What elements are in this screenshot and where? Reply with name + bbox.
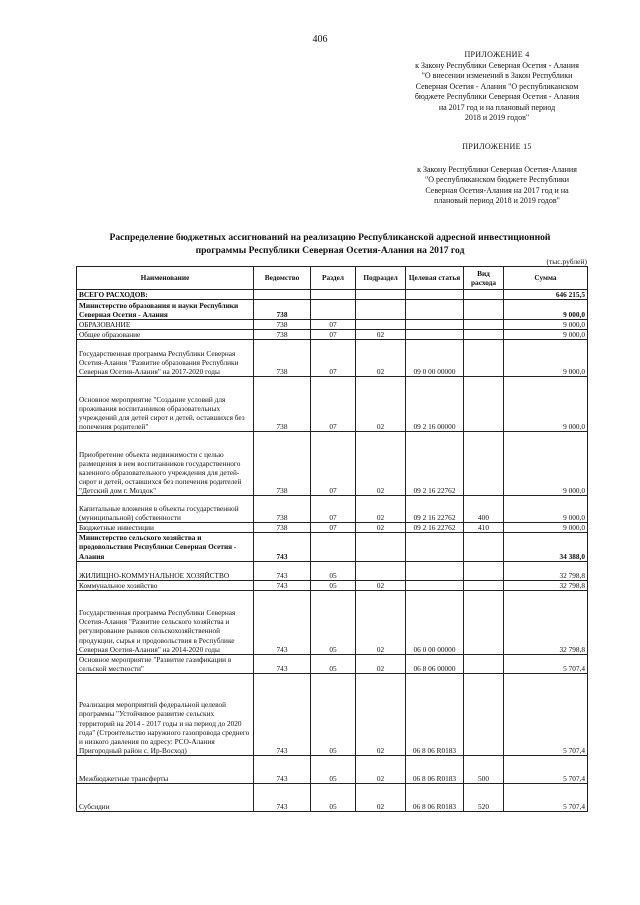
table-row: [77, 654, 588, 673]
row-target-article: [406, 300, 464, 320]
row-expense-type: [464, 377, 504, 432]
row-sum: 9 000,0: [504, 330, 588, 340]
row-subsection: 02: [356, 330, 406, 340]
annex-4-line: к Закону Республики Северная Осетия - Алания: [415, 60, 579, 70]
row-sum: 9 000,0: [504, 340, 588, 377]
row-sum: 9 000,0: [504, 377, 588, 432]
table-row: [77, 533, 588, 561]
annex-15-line: Северная Осетия-Алания на 2017 год и на: [425, 185, 569, 195]
row-expense-type: [464, 654, 504, 673]
table-row: [77, 523, 588, 533]
row-sum: 5 707,4: [504, 673, 588, 755]
row-department: 743: [254, 755, 311, 783]
header-sum: Сумма: [504, 267, 588, 290]
row-section: 05: [311, 580, 356, 590]
row-section: [311, 300, 356, 320]
annex-15-line: "О республиканском бюджете Республики: [424, 175, 570, 184]
row-name: ВСЕГО РАСХОДОВ:: [77, 290, 254, 300]
row-section: 05: [311, 590, 356, 654]
row-name: Капитальные вложения в объекты государственной (муниципальной) собственности: [77, 496, 254, 523]
table-row: [77, 561, 588, 580]
page-number: 406: [312, 34, 328, 45]
row-section: 05: [311, 561, 356, 580]
row-target-article: 06 8 06 00000: [406, 654, 464, 673]
row-target-article: 06 8 06 R0183: [406, 673, 464, 755]
header-target-article: Целевая статья: [406, 267, 464, 290]
row-expense-type: [464, 533, 504, 561]
row-name: Государственная программа Республики Северная Осетия-Алания "Развитие сельского хозяйства и регулирование рынков сельскохозяйственной продукции, сырья и продовольствия в Республике Северная Осетия-Алания" на 2014-2020 годы: [77, 590, 254, 654]
row-expense-type: [464, 340, 504, 377]
row-name: ОБРАЗОВАНИЕ: [77, 320, 254, 330]
row-target-article: [406, 290, 464, 300]
annex-15-line: к Закону Республики Северная Осетия-Алания: [417, 164, 577, 174]
row-target-article: [406, 533, 464, 561]
row-name: Министерство сельского хозяйства и продовольствия Республики Северная Осетия - Алания: [77, 533, 254, 561]
table-row: [77, 320, 588, 330]
row-subsection: 02: [356, 580, 406, 590]
header-expense-type: Вид расхода: [464, 267, 504, 290]
table-row: [77, 377, 588, 432]
annex-4-title: ПРИЛОЖЕНИЕ 4: [464, 50, 530, 59]
row-section: 07: [311, 432, 356, 496]
row-expense-type: [464, 330, 504, 340]
row-expense-type: [464, 580, 504, 590]
document-title-line-1: Распределение бюджетных ассигнований на реализацию Республиканской адресной инвестиционной: [109, 232, 551, 243]
row-subsection: [356, 533, 406, 561]
row-department: 738: [254, 340, 311, 377]
row-subsection: 02: [356, 654, 406, 673]
row-department: [254, 290, 311, 300]
row-department: 738: [254, 496, 311, 523]
row-subsection: 02: [356, 755, 406, 783]
row-expense-type: 400: [464, 496, 504, 523]
row-expense-type: [464, 290, 504, 300]
table-row: [77, 290, 588, 300]
budget-table: [76, 266, 588, 812]
table-row: [77, 432, 588, 496]
table-row: [77, 340, 588, 377]
row-name: Бюджетные инвестиции: [77, 523, 254, 533]
row-target-article: 09 2 16 22762: [406, 523, 464, 533]
row-section: 07: [311, 320, 356, 330]
row-expense-type: 410: [464, 523, 504, 533]
row-subsection: 02: [356, 523, 406, 533]
row-department: 743: [254, 580, 311, 590]
row-department: 738: [254, 377, 311, 432]
row-department: 738: [254, 432, 311, 496]
row-expense-type: [464, 561, 504, 580]
row-name: Приобретение объекта недвижимости с целью размещения в нем воспитанников государственного казенного образовательного учреждения для детей-сирот и детей, оставшихся без попечения родителей "Детский дом г. Моздок": [77, 432, 254, 496]
row-sum: 5 707,4: [504, 654, 588, 673]
table-row: [77, 783, 588, 811]
annex-4-line: бюджете Республики Северная Осетия - Алания: [414, 92, 580, 101]
row-sum: 9 000,0: [504, 320, 588, 330]
row-department: 743: [254, 783, 311, 811]
table-row: [77, 755, 588, 783]
row-section: 07: [311, 377, 356, 432]
row-section: 05: [311, 673, 356, 755]
annex-4-line: Северная Осетия - Алания "О республиканском: [415, 81, 579, 91]
row-subsection: [356, 300, 406, 320]
row-sum: 9 000,0: [504, 432, 588, 496]
row-expense-type: [464, 590, 504, 654]
table-row: [77, 580, 588, 590]
row-expense-type: 520: [464, 783, 504, 811]
table-row: [77, 330, 588, 340]
row-sum: 9 000,0: [504, 300, 588, 320]
annex-4-line: 2018 и 2019 годов": [464, 113, 530, 122]
row-subsection: [356, 320, 406, 330]
row-target-article: [406, 561, 464, 580]
row-target-article: 09 2 16 22762: [406, 432, 464, 496]
row-name: Межбюджетные трансферты: [77, 755, 254, 783]
row-department: 743: [254, 590, 311, 654]
row-sum: 32 798,8: [504, 580, 588, 590]
row-expense-type: [464, 673, 504, 755]
row-section: 05: [311, 783, 356, 811]
row-section: 07: [311, 496, 356, 523]
row-section: 05: [311, 654, 356, 673]
table-row: [77, 673, 588, 755]
row-department: 743: [254, 654, 311, 673]
row-subsection: 02: [356, 432, 406, 496]
row-target-article: 09 0 00 00000: [406, 340, 464, 377]
row-department: 738: [254, 320, 311, 330]
row-subsection: 02: [356, 377, 406, 432]
row-target-article: 09 2 16 00000: [406, 377, 464, 432]
row-subsection: 02: [356, 340, 406, 377]
row-department: 738: [254, 300, 311, 320]
row-section: 07: [311, 340, 356, 377]
row-section: 07: [311, 330, 356, 340]
row-target-article: 06 8 06 R0183: [406, 755, 464, 783]
row-section: [311, 533, 356, 561]
row-department: 743: [254, 673, 311, 755]
table-row: [77, 590, 588, 654]
row-target-article: 06 0 00 00000: [406, 590, 464, 654]
row-target-article: [406, 330, 464, 340]
row-target-article: 06 8 06 R0183: [406, 783, 464, 811]
row-expense-type: [464, 432, 504, 496]
row-name: Реализация мероприятий федеральной целевой программы "Устойчивое развитие сельских территорий на 2014 - 2017 годы и на период до 2020 года" (Строительство наружного газопровода среднего и низкого давления по адресу: РСО-Алания Пригородный район с. Ир-Восход): [77, 673, 254, 755]
document-title-line-2: программы Республики Северная Осетия-Алания на 2017 год: [195, 245, 465, 256]
row-subsection: 02: [356, 673, 406, 755]
row-department: 738: [254, 523, 311, 533]
row-subsection: 02: [356, 496, 406, 523]
row-section: [311, 290, 356, 300]
row-expense-type: [464, 320, 504, 330]
table-header-row: [77, 267, 588, 290]
row-target-article: [406, 580, 464, 590]
annex-15-title: ПРИЛОЖЕНИЕ 15: [462, 142, 532, 151]
row-name: Государственная программа Республики Северная Осетия-Алания "Развитие образования Республики Северная Осетия-Алания" на 2017-2020 годы: [77, 340, 254, 377]
header-subsection: Подраздел: [356, 267, 406, 290]
row-subsection: [356, 561, 406, 580]
row-sum: 34 388,0: [504, 533, 588, 561]
row-department: 743: [254, 533, 311, 561]
row-name: ЖИЛИЩНО-КОММУНАЛЬНОЕ ХОЗЯЙСТВО: [77, 561, 254, 580]
table-row: [77, 496, 588, 523]
header-section: Раздел: [311, 267, 356, 290]
row-name: Министерство образования и науки Республики Северная Осетия - Алания: [77, 300, 254, 320]
row-name: Субсидии: [77, 783, 254, 811]
annex-4-header: [392, 50, 602, 124]
row-target-article: [406, 320, 464, 330]
row-sum: 9 000,0: [504, 496, 588, 523]
row-sum: 5 707,4: [504, 755, 588, 783]
row-section: 05: [311, 755, 356, 783]
row-target-article: 09 2 16 22762: [406, 496, 464, 523]
row-sum: 32 798,8: [504, 590, 588, 654]
row-sum: 646 215,5: [504, 290, 588, 300]
row-sum: 9 000,0: [504, 523, 588, 533]
row-name: Коммунальное хозяйство: [77, 580, 254, 590]
header-department: Ведомство: [254, 267, 311, 290]
annex-15-header: [392, 142, 602, 207]
row-name: Общее образование: [77, 330, 254, 340]
units-label: (тыс.рублей): [546, 257, 587, 266]
header-name: Наименование: [77, 267, 254, 290]
row-name: Основное мероприятие "Создание условий для проживания воспитанников образовательных учреждений для детей сирот и детей, оставшихся без попечения родителей": [77, 377, 254, 432]
row-sum: 5 707,4: [504, 783, 588, 811]
document-title: [75, 231, 585, 257]
row-expense-type: 500: [464, 755, 504, 783]
row-department: 738: [254, 330, 311, 340]
annex-4-line: "О внесении изменений в Закон Республики: [421, 71, 573, 80]
annex-15-line: плановый период 2018 и 2019 годов": [434, 196, 560, 205]
annex-4-line: на 2017 год и на плановый период: [438, 102, 556, 112]
row-department: 743: [254, 561, 311, 580]
row-subsection: 02: [356, 590, 406, 654]
row-name: Основное мероприятие "Развитие газификации в сельской местности": [77, 654, 254, 673]
row-sum: 32 798,8: [504, 561, 588, 580]
row-expense-type: [464, 300, 504, 320]
table-row: [77, 300, 588, 320]
row-section: 07: [311, 523, 356, 533]
row-subsection: 02: [356, 783, 406, 811]
row-subsection: [356, 290, 406, 300]
